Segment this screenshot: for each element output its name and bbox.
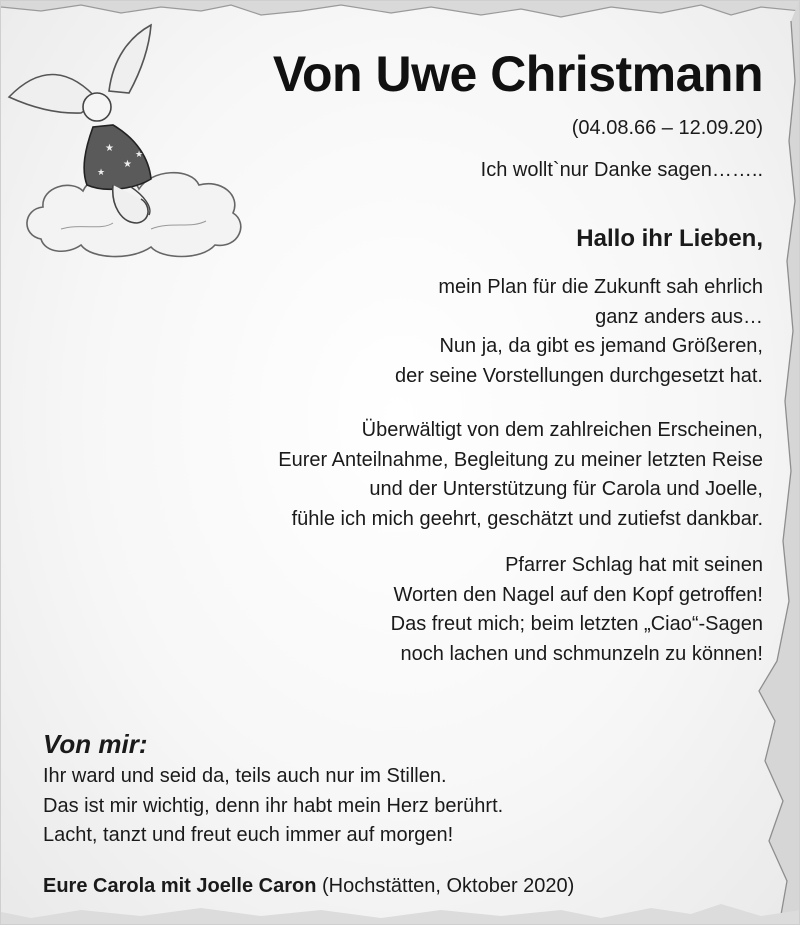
paragraph-future-plan <box>395 273 763 391</box>
text-line: fühle ich mich geehrt, geschätzt und zutiefst dankbar. <box>291 507 763 530</box>
text-line: Das freut mich; beim letzten „Ciao“-Sagen <box>390 613 763 635</box>
angel-on-cloud-illustration <box>1 9 251 264</box>
signature-names: Eure Carola mit Joelle Caron <box>43 875 317 897</box>
paragraph-gratitude <box>278 416 763 534</box>
signature <box>43 875 574 898</box>
text-line: Eurer Anteilnahme, Begleitung zu meiner letzten Reise <box>278 448 763 471</box>
greeting: Hallo ihr Lieben, <box>576 225 763 252</box>
text-line: Worten den Nagel auf den Kopf getroffen! <box>393 583 763 606</box>
life-dates: (04.08.66 – 12.09.20) <box>571 117 763 139</box>
signature-place-date: (Hochstätten, Oktober 2020) <box>321 875 575 897</box>
obituary-title: Von Uwe Christmann <box>272 46 763 102</box>
tagline: Ich wollt`nur Danke sagen…….. <box>480 159 763 181</box>
svg-text:★: ★ <box>97 168 106 178</box>
von-mir-heading: Von mir: <box>43 729 148 759</box>
svg-text:★: ★ <box>123 159 132 170</box>
text-line: Überwältigt von dem zahlreichen Erscheinen, <box>361 419 763 441</box>
text-line: Pfarrer Schlag hat mit seinen <box>505 554 763 576</box>
paragraph-pastor <box>391 551 763 669</box>
svg-text:★: ★ <box>105 143 114 154</box>
text-line: ganz anders aus… <box>595 305 763 328</box>
text-line: der seine Vorstellungen durchgesetzt hat. <box>394 364 763 387</box>
text-line: und der Unterstützung für Carola und Joelle, <box>369 478 763 500</box>
text-line: noch lachen und schmunzeln zu können! <box>400 642 763 665</box>
von-mir-text <box>43 762 503 851</box>
text-line: Nun ja, da gibt es jemand Größeren, <box>439 335 763 357</box>
text-line: Das ist mir wichtig, denn ihr habt mein Herz berührt. <box>43 794 504 817</box>
text-line: Lacht, tanzt und freut euch immer auf morgen! <box>43 824 454 846</box>
text-line: Ihr ward und seid da, teils auch nur im Stillen. <box>43 765 447 787</box>
svg-text:★: ★ <box>135 150 144 160</box>
text-line: mein Plan für die Zukunft sah ehrlich <box>438 276 763 298</box>
